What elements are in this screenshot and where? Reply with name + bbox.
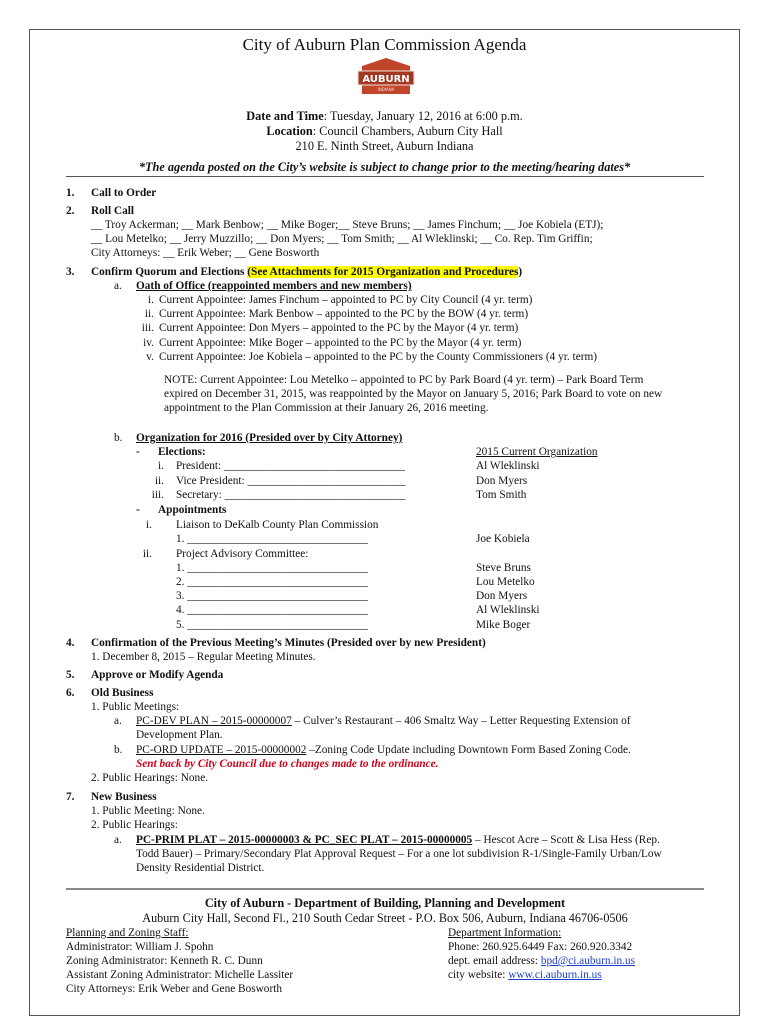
note-line: NOTE: Current Appointee: Lou Metelko – appointed to PC by Park Board (4 yr. term) – Park Board Term bbox=[164, 374, 644, 386]
pac-member: Mike Boger bbox=[476, 619, 531, 631]
svg-text:AUBURN: AUBURN bbox=[362, 74, 410, 85]
svg-text:INDIANA: INDIANA bbox=[377, 87, 395, 92]
header-divider bbox=[66, 176, 704, 177]
appointments-heading: Appointments bbox=[158, 504, 227, 516]
current-liaison: Joe Kobiela bbox=[476, 533, 530, 545]
pac-member: Steve Bruns bbox=[476, 562, 531, 574]
roll-call-line: City Attorneys: __ Erik Weber; __ Gene Bosworth bbox=[91, 247, 320, 259]
sub-item-letter: b. bbox=[114, 744, 123, 756]
pac-blank: 1. ________________________________ bbox=[176, 562, 369, 574]
public-hearings-label: 2. Public Hearings: bbox=[91, 819, 178, 831]
pac-blank: 3. ________________________________ bbox=[176, 590, 369, 602]
item-old-business: Old Business bbox=[91, 687, 154, 699]
liaison-blank: 1. ________________________________ bbox=[176, 533, 369, 545]
pac-member: Al Wleklinski bbox=[476, 604, 540, 616]
pac-member: Lou Metelko bbox=[476, 576, 535, 588]
website-link[interactable]: www.ci.auburn.in.us bbox=[508, 969, 602, 981]
item-call-to-order: Call to Order bbox=[91, 187, 157, 199]
case-dev-plan: PC-DEV PLAN – 2015-00000007 – Culver’s Restaurant – 406 Smaltz Way – Letter Requesting Extension of bbox=[136, 715, 631, 727]
oath-item: Current Appointee: Don Myers – appointed to the PC by the Mayor (4 yr. term) bbox=[159, 322, 519, 334]
item-number: 2. bbox=[66, 205, 75, 217]
page-title: City of Auburn Plan Commission Agenda bbox=[242, 35, 527, 54]
item-new-business: New Business bbox=[91, 791, 157, 803]
elections-heading: Elections: bbox=[158, 446, 206, 458]
case-continuation: Density Residential District. bbox=[136, 862, 265, 874]
item-minutes: Confirmation of the Previous Meeting’s Minutes (Presided over by new President) bbox=[91, 637, 486, 649]
pac-blank: 4. ________________________________ bbox=[176, 604, 369, 616]
oath-numeral: iii. bbox=[141, 322, 154, 334]
item-number: 1. bbox=[66, 187, 75, 199]
oath-numeral: i. bbox=[148, 294, 154, 306]
oath-item: Current Appointee: Mike Boger – appointed to the PC by the Mayor (4 yr. term) bbox=[159, 337, 522, 349]
public-meeting-label: 1. Public Meeting: None. bbox=[91, 805, 205, 817]
case-link[interactable]: PC-DEV PLAN – 2015-00000007 bbox=[136, 715, 292, 727]
item-approve-agenda: Approve or Modify Agenda bbox=[91, 669, 224, 681]
public-hearings-label: 2. Public Hearings: None. bbox=[91, 772, 209, 784]
sub-item-letter: b. bbox=[114, 432, 123, 444]
oath-item: Current Appointee: James Finchum – appointed to PC by City Council (4 yr. term) bbox=[159, 294, 533, 306]
item-number: 3. bbox=[66, 266, 75, 278]
info-heading: Department Information: bbox=[448, 927, 562, 939]
dash: - bbox=[136, 446, 140, 458]
footer-divider bbox=[66, 888, 704, 890]
oath-numeral: iv. bbox=[143, 337, 154, 349]
pac-label: Project Advisory Committee: bbox=[176, 548, 309, 560]
sent-back-note: Sent back by City Council due to changes made to the ordinance. bbox=[136, 758, 439, 770]
email-link[interactable]: bpd@ci.auburn.in.us bbox=[540, 955, 636, 967]
sub-item-letter: a. bbox=[114, 280, 122, 292]
item-quorum-elections: Confirm Quorum and Elections (See Attachments for 2015 Organization and Procedures) bbox=[91, 266, 523, 278]
sub-item-letter: a. bbox=[114, 834, 122, 846]
roll-call-line: __ Lou Metelko; __ Jerry Muzzillo; __ Don Myers; __ Tom Smith; __ Al Wleklinski; __ Co. Rep. Tim Griffin; bbox=[91, 233, 593, 245]
item-number: 5. bbox=[66, 669, 75, 681]
case-continuation: Development Plan. bbox=[136, 729, 223, 741]
appointment-numeral: i. bbox=[146, 519, 152, 531]
staff-line: Administrator: William J. Spohn bbox=[66, 941, 214, 953]
auburn-logo bbox=[356, 58, 416, 100]
website-line: city website: www.ci.auburn.in.us bbox=[448, 969, 602, 981]
pac-blank: 5. ________________________________ bbox=[176, 619, 369, 631]
case-link[interactable]: PC-ORD UPDATE – 2015-00000002 bbox=[136, 744, 307, 756]
roll-call-line: __ Troy Ackerman; __ Mark Benbow; __ Mike Boger;__ Steve Bruns; __ James Finchum; __ Joe Kobiela (ETJ); bbox=[91, 219, 604, 231]
staff-line: City Attorneys: Erik Weber and Gene Bosworth bbox=[66, 983, 282, 995]
department-address: Auburn City Hall, Second Fl., 210 South Cedar Street - P.O. Box 506, Auburn, Indiana 46706-0506 bbox=[142, 911, 628, 925]
attachments-highlight: (See Attachments for 2015 Organization and Procedures bbox=[247, 266, 519, 278]
meeting-location: Location: Council Chambers, Auburn City Hall bbox=[266, 124, 503, 138]
public-meetings-label: 1. Public Meetings: bbox=[91, 701, 180, 713]
dash: - bbox=[136, 504, 140, 516]
department-name: City of Auburn - Department of Building, Planning and Development bbox=[204, 896, 566, 910]
staff-line: Zoning Administrator: Kenneth R. C. Dunn bbox=[66, 955, 263, 967]
oath-of-office-heading: Oath of Office (reappointed members and new members) bbox=[136, 280, 412, 292]
case-plat: PC-PRIM PLAT – 2015-00000003 & PC_SEC PLAT – 2015-00000005 – Hescot Acre – Scott & Lisa Hess (Rep. bbox=[136, 834, 660, 846]
pac-blank: 2. ________________________________ bbox=[176, 576, 369, 588]
item-number: 4. bbox=[66, 637, 75, 649]
meeting-address: 210 E. Ninth Street, Auburn Indiana bbox=[295, 139, 474, 153]
note-line: expired on December 31, 2015, was reappointed by the Mayor on January 5, 2016; Park Board to vote on new bbox=[164, 388, 663, 400]
office-numeral: ii. bbox=[154, 475, 164, 487]
appointment-numeral: ii. bbox=[142, 548, 152, 560]
oath-item: Current Appointee: Mark Benbow – appointed to the PC by the BOW (4 yr. term) bbox=[159, 308, 529, 320]
case-continuation: Todd Bauer) – Primary/Secondary Plat Approval Request – For a one lot subdivision R-1/Single-Family Urban/Low bbox=[136, 848, 662, 860]
agenda-notice: *The agenda posted on the City’s website is subject to change prior to the meeting/hearing dates* bbox=[138, 160, 631, 174]
item-number: 7. bbox=[66, 791, 75, 803]
staff-heading: Planning and Zoning Staff: bbox=[66, 927, 189, 939]
organization-heading: Organization for 2016 (Presided over by City Attorney) bbox=[136, 432, 403, 444]
current-officer: Al Wleklinski bbox=[476, 460, 540, 472]
oath-numeral: ii. bbox=[144, 308, 154, 320]
case-link[interactable]: PC-PRIM PLAT – 2015-00000003 & PC_SEC PLAT – 2015-00000005 bbox=[136, 834, 473, 846]
current-officer: Tom Smith bbox=[476, 489, 527, 501]
oath-numeral: v. bbox=[146, 351, 154, 363]
meeting-date: Date and Time: Tuesday, January 12, 2016 at 6:00 p.m. bbox=[246, 109, 523, 123]
liaison-label: Liaison to DeKalb County Plan Commission bbox=[176, 519, 379, 531]
case-ord-update: PC-ORD UPDATE – 2015-00000002 –Zoning Code Update including Downtown Form Based Zoning Code. bbox=[136, 744, 631, 756]
note-line: appointment to the Plan Commission at their January 26, 2016 meeting. bbox=[164, 402, 489, 414]
sub-item-letter: a. bbox=[114, 715, 122, 727]
office-numeral: iii. bbox=[151, 489, 164, 501]
pac-member: Don Myers bbox=[476, 590, 528, 602]
current-organization-heading: 2015 Current Organization bbox=[476, 446, 598, 458]
item-number: 6. bbox=[66, 687, 75, 699]
current-officer: Don Myers bbox=[476, 475, 528, 487]
office-blank: Secretary: ________________________________ bbox=[176, 489, 406, 501]
item-roll-call: Roll Call bbox=[91, 205, 134, 217]
office-blank: Vice President: ____________________________ bbox=[176, 475, 406, 487]
office-numeral: i. bbox=[158, 460, 164, 472]
staff-line: Assistant Zoning Administrator: Michelle Lassiter bbox=[66, 969, 294, 981]
email-line: dept. email address: bpd@ci.auburn.in.us bbox=[448, 955, 636, 967]
minutes-entry: 1. December 8, 2015 – Regular Meeting Minutes. bbox=[91, 651, 316, 663]
oath-item: Current Appointee: Joe Kobiela – appointed to the PC by the County Commissioners (4 yr. term) bbox=[159, 351, 598, 363]
office-blank: President: ________________________________ bbox=[176, 460, 405, 472]
phone-fax: Phone: 260.925.6449 Fax: 260.920.3342 bbox=[448, 941, 633, 953]
